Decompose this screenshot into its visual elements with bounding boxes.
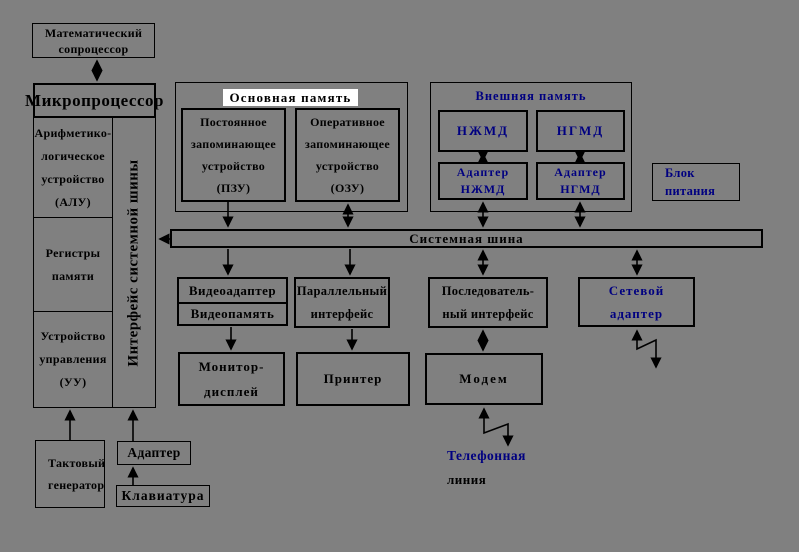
- control-unit-label-line2: управления: [39, 352, 107, 366]
- modem-label: Модем: [459, 371, 509, 386]
- hdd-adapter-label-line2: НЖМД: [460, 182, 506, 196]
- alu-label-line4: (АЛУ): [55, 194, 91, 209]
- registers-label-line1: Регистры: [45, 245, 101, 260]
- keyboard-adapter-label: Адаптер: [127, 445, 181, 460]
- math-coprocessor-label-line2: сопроцессор: [58, 41, 129, 56]
- power-supply-label-line1: Блок: [665, 166, 695, 180]
- printer-label: Принтер: [323, 371, 383, 386]
- arrow-network-line-zigzag: [637, 331, 656, 367]
- external-memory-title: Внешняя память: [475, 88, 587, 103]
- system-bus-label: Системная шина: [409, 230, 524, 246]
- control-unit-label-line1: Устройство: [40, 329, 106, 343]
- math-coprocessor-label-line1: Математический: [44, 25, 143, 40]
- alu-label-line1: Арифметико-: [34, 125, 112, 140]
- ram-label-line3: устройство: [315, 159, 380, 173]
- main-memory-title: Основная память: [223, 89, 358, 106]
- rom-label-line1: Постоянное: [200, 115, 267, 129]
- ram-label-line4: (ОЗУ): [330, 181, 365, 195]
- ram-label-line1: Оперативное: [310, 115, 385, 129]
- bus-interface-label: Интерфейс системной шины: [125, 159, 141, 367]
- serial-interface-label-line1: Последователь-: [441, 283, 535, 298]
- network-adapter-label-line1: Сетевой: [608, 283, 665, 298]
- rom-label-line3: устройство: [201, 159, 266, 173]
- serial-interface-label-line2: ный интерфейс: [442, 306, 534, 321]
- parallel-interface-label-line1: Параллельный: [296, 283, 388, 298]
- phone-line-label-line1: Телефонная: [447, 448, 526, 463]
- power-supply-label-line2: питания: [665, 184, 716, 198]
- alu-label-line2: логическое: [41, 148, 105, 163]
- keyboard-label: Клавиатура: [121, 488, 205, 503]
- video-memory-label: Видеопамять: [190, 306, 275, 321]
- clock-generator-label-line1: Тактовый: [48, 456, 106, 470]
- hdd-label: НЖМД: [456, 123, 510, 138]
- arrow-modem-phone-zigzag: [484, 409, 508, 445]
- ram-label-line2: запоминающее: [305, 137, 390, 151]
- microprocessor-label: Микропроцессор: [25, 90, 164, 110]
- clock-generator-label-line2: генератор: [48, 478, 105, 492]
- rom-label-line2: запоминающее: [191, 137, 276, 151]
- phone-line-label-line2: линия: [447, 472, 487, 487]
- fdd-label: НГМД: [556, 123, 605, 138]
- monitor-label-line1: Монитор-: [198, 359, 265, 374]
- parallel-interface-label-line2: интерфейс: [310, 306, 374, 321]
- video-adapter-label: Видеоадаптер: [188, 282, 277, 298]
- hdd-adapter-label-line1: Адаптер: [456, 165, 510, 179]
- alu-label-line3: устройство: [41, 171, 105, 186]
- monitor-label-line2: дисплей: [204, 384, 259, 399]
- network-adapter-label-line2: адаптер: [609, 306, 664, 321]
- rom-label-line4: (ПЗУ): [216, 181, 251, 195]
- registers-label-line2: памяти: [51, 268, 95, 283]
- fdd-adapter-label-line1: Адаптер: [554, 165, 607, 179]
- control-unit-label-line3: (УУ): [59, 375, 87, 389]
- fdd-adapter-label-line2: НГМД: [560, 182, 601, 196]
